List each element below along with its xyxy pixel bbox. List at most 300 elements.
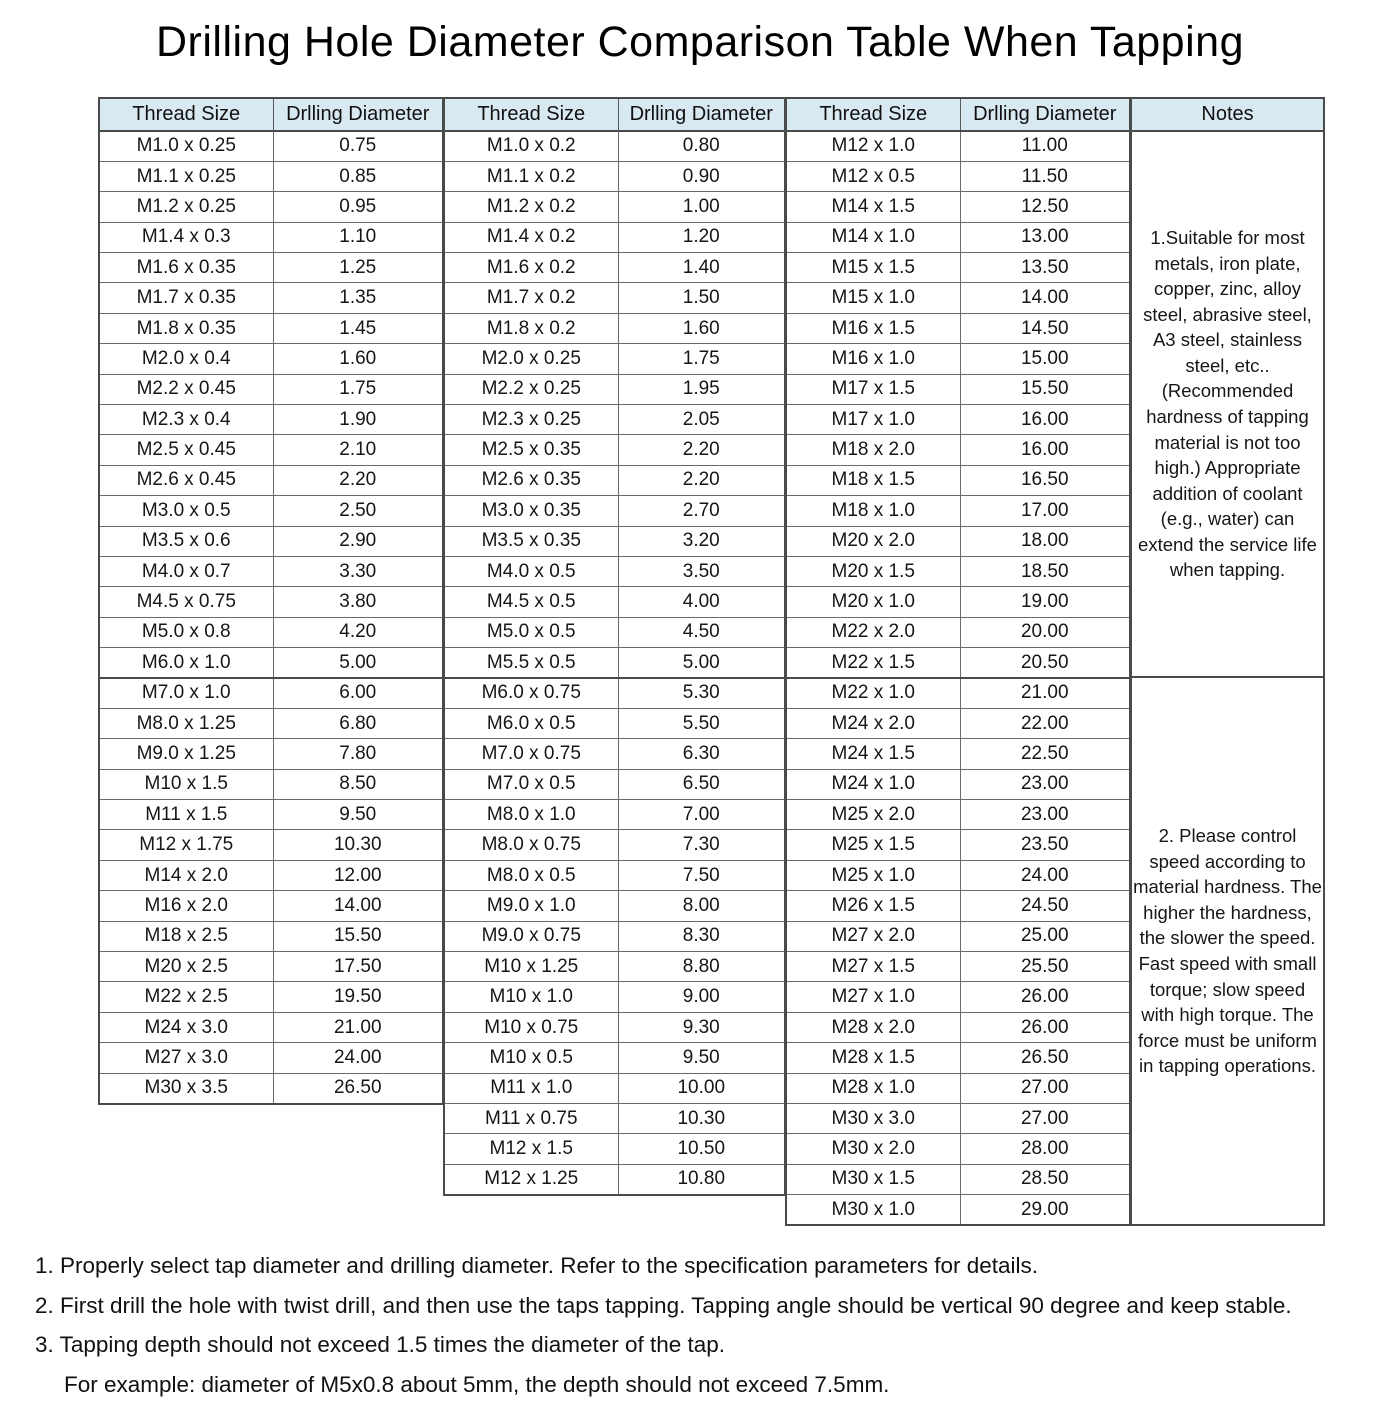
drilling-diameter-cell: 15.50 [960, 374, 1130, 404]
table-row [99, 921, 443, 951]
thread-size-cell: M12 x 1.25 [444, 1164, 618, 1194]
table-row [99, 496, 443, 526]
thread-size-cell: M11 x 1.0 [444, 1073, 618, 1103]
table-row [786, 891, 1130, 921]
drilling-diameter-cell: 1.50 [618, 283, 785, 313]
thread-size-cell: M1.4 x 0.2 [444, 222, 618, 252]
table-row [444, 708, 785, 738]
thread-size-cell: M16 x 1.5 [786, 313, 960, 343]
table-row [444, 1134, 785, 1164]
thread-size-header: Thread Size [444, 98, 618, 131]
table-row [786, 192, 1130, 222]
drilling-diameter-cell: 1.60 [618, 313, 785, 343]
table-row [786, 982, 1130, 1012]
table-row [99, 253, 443, 283]
thread-size-cell: M28 x 1.5 [786, 1043, 960, 1073]
drilling-diameter-cell: 23.00 [960, 800, 1130, 830]
table-row [99, 739, 443, 769]
drilling-diameter-cell: 26.50 [273, 1073, 443, 1103]
table-row [99, 1073, 443, 1103]
thread-size-cell: M17 x 1.5 [786, 374, 960, 404]
drilling-diameter-cell: 24.00 [273, 1043, 443, 1073]
table-row [444, 222, 785, 252]
table-row [99, 374, 443, 404]
thread-size-cell: M28 x 1.0 [786, 1073, 960, 1103]
thread-size-cell: M8.0 x 1.25 [99, 708, 273, 738]
thread-size-cell: M2.2 x 0.25 [444, 374, 618, 404]
drilling-diameter-cell: 15.50 [273, 921, 443, 951]
table-row [99, 465, 443, 495]
thread-size-cell: M24 x 2.0 [786, 708, 960, 738]
table-row [786, 435, 1130, 465]
thread-size-cell: M4.5 x 0.5 [444, 587, 618, 617]
thread-size-cell: M6.0 x 0.75 [444, 678, 618, 708]
table-row [444, 405, 785, 435]
table-row [786, 830, 1130, 860]
drilling-diameter-cell: 23.50 [960, 830, 1130, 860]
thread-size-cell: M24 x 3.0 [99, 1012, 273, 1042]
thread-size-cell: M18 x 1.5 [786, 465, 960, 495]
table-row [786, 952, 1130, 982]
drilling-diameter-cell: 21.00 [273, 1012, 443, 1042]
table-row [786, 283, 1130, 313]
drilling-diameter-cell: 4.50 [618, 617, 785, 647]
footer-line-2: 2. First drill the hole with twist drill, and then use the taps tapping. Tapping angle should be vertical 90 degree and keep stable. [35, 1292, 1292, 1318]
table-row [444, 283, 785, 313]
table-row [786, 465, 1130, 495]
table-row [99, 1043, 443, 1073]
table-row [786, 1104, 1130, 1134]
thread-size-cell: M3.5 x 0.6 [99, 526, 273, 556]
drilling-diameter-cell: 11.00 [960, 131, 1130, 161]
table-row [99, 283, 443, 313]
drilling-diameter-cell: 1.95 [618, 374, 785, 404]
drilling-diameter-cell: 10.80 [618, 1164, 785, 1194]
table-row [99, 556, 443, 586]
thread-size-cell: M5.0 x 0.8 [99, 617, 273, 647]
thread-size-cell: M9.0 x 1.0 [444, 891, 618, 921]
drilling-diameter-cell: 20.00 [960, 617, 1130, 647]
table-row [444, 800, 785, 830]
thread-size-cell: M5.0 x 0.5 [444, 617, 618, 647]
drilling-diameter-header: Drlling Diameter [618, 98, 785, 131]
header-row [786, 98, 1130, 131]
table-row [99, 587, 443, 617]
drilling-diameter-cell: 17.00 [960, 496, 1130, 526]
thread-table-1 [98, 97, 444, 1105]
drilling-diameter-cell: 7.80 [273, 739, 443, 769]
thread-size-cell: M1.0 x 0.25 [99, 131, 273, 161]
drilling-diameter-cell: 22.00 [960, 708, 1130, 738]
table-row [786, 617, 1130, 647]
thread-size-cell: M4.0 x 0.7 [99, 556, 273, 586]
thread-size-cell: M22 x 1.5 [786, 648, 960, 678]
drilling-diameter-cell: 14.00 [273, 891, 443, 921]
drilling-diameter-cell: 23.00 [960, 769, 1130, 799]
thread-table-3 [785, 97, 1131, 1226]
thread-size-cell: M10 x 0.5 [444, 1043, 618, 1073]
drilling-diameter-cell: 9.00 [618, 982, 785, 1012]
drilling-diameter-cell: 6.00 [273, 678, 443, 708]
table-row [786, 1012, 1130, 1042]
drilling-diameter-cell: 18.50 [960, 556, 1130, 586]
thread-size-cell: M11 x 1.5 [99, 800, 273, 830]
thread-size-cell: M12 x 1.75 [99, 830, 273, 860]
table-row [99, 830, 443, 860]
table-row [444, 496, 785, 526]
drilling-diameter-cell: 7.30 [618, 830, 785, 860]
table-row [444, 465, 785, 495]
drilling-diameter-cell: 19.50 [273, 982, 443, 1012]
drilling-diameter-cell: 5.30 [618, 678, 785, 708]
table-row [444, 921, 785, 951]
thread-size-cell: M7.0 x 1.0 [99, 678, 273, 708]
thread-size-header: Thread Size [786, 98, 960, 131]
drilling-diameter-cell: 1.00 [618, 192, 785, 222]
thread-size-cell: M24 x 1.5 [786, 739, 960, 769]
drilling-diameter-cell: 22.50 [960, 739, 1130, 769]
drilling-diameter-cell: 9.30 [618, 1012, 785, 1042]
thread-size-cell: M25 x 1.5 [786, 830, 960, 860]
thread-size-cell: M2.5 x 0.35 [444, 435, 618, 465]
table-row [444, 982, 785, 1012]
table-row [786, 1043, 1130, 1073]
thread-size-cell: M25 x 1.0 [786, 860, 960, 890]
thread-size-cell: M28 x 2.0 [786, 1012, 960, 1042]
table-row [444, 313, 785, 343]
drilling-diameter-cell: 1.60 [273, 344, 443, 374]
thread-size-cell: M3.5 x 0.35 [444, 526, 618, 556]
drilling-diameter-cell: 16.00 [960, 435, 1130, 465]
drilling-diameter-cell: 0.95 [273, 192, 443, 222]
notes-column [1130, 97, 1325, 1226]
table-row [444, 344, 785, 374]
thread-size-cell: M27 x 2.0 [786, 921, 960, 951]
thread-size-cell: M20 x 1.0 [786, 587, 960, 617]
drilling-diameter-cell: 6.80 [273, 708, 443, 738]
thread-size-cell: M15 x 1.5 [786, 253, 960, 283]
thread-size-cell: M2.2 x 0.45 [99, 374, 273, 404]
table-row [444, 374, 785, 404]
thread-size-cell: M7.0 x 0.75 [444, 739, 618, 769]
table-row [444, 648, 785, 678]
table-row [786, 739, 1130, 769]
drilling-diameter-cell: 3.80 [273, 587, 443, 617]
table-row [99, 617, 443, 647]
table-row [786, 800, 1130, 830]
footer-line-4: For example: diameter of M5x0.8 about 5mm, the depth should not exceed 7.5mm. [64, 1371, 890, 1397]
table-row [99, 800, 443, 830]
table-row [444, 587, 785, 617]
drilling-diameter-cell: 18.00 [960, 526, 1130, 556]
table-row [99, 952, 443, 982]
drilling-diameter-cell: 9.50 [273, 800, 443, 830]
table-row [786, 405, 1130, 435]
table-row [99, 891, 443, 921]
table-row [786, 708, 1130, 738]
thread-size-cell: M30 x 3.5 [99, 1073, 273, 1103]
table-row [786, 374, 1130, 404]
drilling-diameter-cell: 2.05 [618, 405, 785, 435]
table-row [444, 161, 785, 191]
thread-size-cell: M14 x 1.0 [786, 222, 960, 252]
thread-size-cell: M4.5 x 0.75 [99, 587, 273, 617]
drilling-diameter-cell: 1.35 [273, 283, 443, 313]
drilling-diameter-cell: 27.00 [960, 1073, 1130, 1103]
drilling-diameter-cell: 2.90 [273, 526, 443, 556]
thread-size-cell: M2.0 x 0.4 [99, 344, 273, 374]
thread-size-cell: M10 x 0.75 [444, 1012, 618, 1042]
table-row [444, 1073, 785, 1103]
table-row [786, 526, 1130, 556]
footer-line-3: 3. Tapping depth should not exceed 1.5 times the diameter of the tap. [35, 1332, 726, 1357]
drilling-diameter-cell: 26.00 [960, 1012, 1130, 1042]
table-row [786, 587, 1130, 617]
thread-size-cell: M1.6 x 0.35 [99, 253, 273, 283]
thread-size-cell: M4.0 x 0.5 [444, 556, 618, 586]
thread-size-cell: M30 x 2.0 [786, 1134, 960, 1164]
table-row [786, 313, 1130, 343]
thread-size-cell: M2.6 x 0.45 [99, 465, 273, 495]
footer-notes [35, 1253, 1292, 1411]
table-row [444, 891, 785, 921]
table-row [444, 192, 785, 222]
table-row [99, 313, 443, 343]
thread-size-cell: M30 x 1.5 [786, 1164, 960, 1194]
drilling-diameter-cell: 8.00 [618, 891, 785, 921]
drilling-diameter-cell: 5.50 [618, 708, 785, 738]
thread-size-cell: M1.7 x 0.2 [444, 283, 618, 313]
table-row [786, 860, 1130, 890]
table-row [99, 769, 443, 799]
thread-size-header: Thread Size [99, 98, 273, 131]
drilling-diameter-cell: 1.45 [273, 313, 443, 343]
drilling-diameter-cell: 3.30 [273, 556, 443, 586]
thread-size-cell: M25 x 2.0 [786, 800, 960, 830]
thread-size-cell: M6.0 x 1.0 [99, 648, 273, 678]
thread-size-cell: M22 x 1.0 [786, 678, 960, 708]
drilling-diameter-cell: 28.00 [960, 1134, 1130, 1164]
table-row [444, 131, 785, 161]
table-row [786, 344, 1130, 374]
thread-size-cell: M2.0 x 0.25 [444, 344, 618, 374]
header-row [99, 98, 443, 131]
note-1: 1.Suitable for most metals, iron plate, copper, zinc, alloy steel, abrasive steel, A3 steel, stainless steel, etc..(Recommended hardness of tapping material is not too high.) Appropriate addition of coolant (e.g., water) can extend the service life when tapping. [1132, 132, 1323, 678]
thread-size-cell: M1.8 x 0.35 [99, 313, 273, 343]
thread-size-cell: M9.0 x 1.25 [99, 739, 273, 769]
table-row [444, 952, 785, 982]
drilling-diameter-cell: 10.50 [618, 1134, 785, 1164]
drilling-diameter-cell: 2.20 [618, 465, 785, 495]
table-row [444, 526, 785, 556]
table-row [786, 131, 1130, 161]
thread-size-cell: M12 x 1.0 [786, 131, 960, 161]
thread-size-cell: M2.6 x 0.35 [444, 465, 618, 495]
thread-size-cell: M2.3 x 0.25 [444, 405, 618, 435]
thread-size-cell: M27 x 3.0 [99, 1043, 273, 1073]
thread-size-cell: M18 x 2.0 [786, 435, 960, 465]
drilling-diameter-cell: 19.00 [960, 587, 1130, 617]
drilling-diameter-cell: 12.00 [273, 860, 443, 890]
drilling-diameter-cell: 13.00 [960, 222, 1130, 252]
drilling-diameter-cell: 11.50 [960, 161, 1130, 191]
table-row [786, 1195, 1130, 1225]
table-row [444, 830, 785, 860]
thread-size-cell: M10 x 1.5 [99, 769, 273, 799]
drilling-diameter-cell: 21.00 [960, 678, 1130, 708]
thread-size-cell: M10 x 1.0 [444, 982, 618, 1012]
thread-size-cell: M1.0 x 0.2 [444, 131, 618, 161]
thread-size-cell: M6.0 x 0.5 [444, 708, 618, 738]
drilling-diameter-cell: 1.90 [273, 405, 443, 435]
table-row [786, 496, 1130, 526]
thread-size-cell: M8.0 x 1.0 [444, 800, 618, 830]
drilling-diameter-cell: 10.30 [273, 830, 443, 860]
table-row [444, 1164, 785, 1194]
drilling-diameter-cell: 2.20 [273, 465, 443, 495]
table-row [444, 769, 785, 799]
drilling-diameter-cell: 14.00 [960, 283, 1130, 313]
drilling-diameter-cell: 15.00 [960, 344, 1130, 374]
thread-size-cell: M20 x 1.5 [786, 556, 960, 586]
table-row [786, 921, 1130, 951]
drilling-diameter-cell: 2.50 [273, 496, 443, 526]
drilling-diameter-cell: 20.50 [960, 648, 1130, 678]
drilling-diameter-cell: 13.50 [960, 253, 1130, 283]
drilling-diameter-cell: 17.50 [273, 952, 443, 982]
table-row [99, 435, 443, 465]
thread-size-cell: M30 x 1.0 [786, 1195, 960, 1225]
drilling-diameter-cell: 4.00 [618, 587, 785, 617]
thread-size-cell: M3.0 x 0.35 [444, 496, 618, 526]
drilling-diameter-header: Drlling Diameter [273, 98, 443, 131]
table-row [786, 678, 1130, 708]
drilling-diameter-cell: 10.30 [618, 1104, 785, 1134]
drilling-diameter-cell: 24.00 [960, 860, 1130, 890]
drilling-diameter-cell: 25.50 [960, 952, 1130, 982]
drilling-diameter-cell: 3.20 [618, 526, 785, 556]
table-row [99, 131, 443, 161]
table-row [99, 161, 443, 191]
drilling-diameter-cell: 12.50 [960, 192, 1130, 222]
table-row [99, 678, 443, 708]
thread-size-cell: M18 x 2.5 [99, 921, 273, 951]
thread-size-cell: M8.0 x 0.75 [444, 830, 618, 860]
table-row [444, 860, 785, 890]
thread-size-cell: M12 x 0.5 [786, 161, 960, 191]
table-row [99, 222, 443, 252]
table-row [444, 1104, 785, 1134]
drilling-diameter-cell: 1.40 [618, 253, 785, 283]
thread-size-cell: M9.0 x 0.75 [444, 921, 618, 951]
thread-size-cell: M14 x 2.0 [99, 860, 273, 890]
table-row [786, 769, 1130, 799]
table-row [99, 405, 443, 435]
drilling-diameter-cell: 9.50 [618, 1043, 785, 1073]
thread-size-cell: M7.0 x 0.5 [444, 769, 618, 799]
drilling-diameter-cell: 7.50 [618, 860, 785, 890]
drilling-diameter-cell: 3.50 [618, 556, 785, 586]
thread-size-cell: M24 x 1.0 [786, 769, 960, 799]
drilling-diameter-cell: 10.00 [618, 1073, 785, 1103]
table-row [99, 526, 443, 556]
thread-size-cell: M1.1 x 0.2 [444, 161, 618, 191]
thread-size-cell: M30 x 3.0 [786, 1104, 960, 1134]
thread-size-cell: M1.1 x 0.25 [99, 161, 273, 191]
drilling-diameter-cell: 29.00 [960, 1195, 1130, 1225]
table-row [99, 982, 443, 1012]
thread-size-cell: M27 x 1.0 [786, 982, 960, 1012]
table-row [786, 1073, 1130, 1103]
table-row [99, 648, 443, 678]
table-row [444, 1043, 785, 1073]
drilling-diameter-cell: 6.50 [618, 769, 785, 799]
drilling-diameter-cell: 2.20 [618, 435, 785, 465]
thread-size-cell: M1.7 x 0.35 [99, 283, 273, 313]
footer-line-1: 1. Properly select tap diameter and drilling diameter. Refer to the specification parameters for details. [35, 1253, 1038, 1278]
drilling-diameter-cell: 5.00 [273, 648, 443, 678]
table-row [444, 678, 785, 708]
drilling-diameter-cell: 8.80 [618, 952, 785, 982]
thread-size-cell: M5.5 x 0.5 [444, 648, 618, 678]
drilling-diameter-cell: 0.85 [273, 161, 443, 191]
drilling-diameter-header: Drlling Diameter [960, 98, 1130, 131]
drilling-diameter-cell: 1.75 [618, 344, 785, 374]
thread-size-cell: M26 x 1.5 [786, 891, 960, 921]
table-row [786, 556, 1130, 586]
thread-size-cell: M27 x 1.5 [786, 952, 960, 982]
table-row [444, 617, 785, 647]
thread-size-cell: M2.5 x 0.45 [99, 435, 273, 465]
table-row [786, 253, 1130, 283]
drilling-diameter-cell: 0.90 [618, 161, 785, 191]
drilling-diameter-cell: 28.50 [960, 1164, 1130, 1194]
table-row [786, 222, 1130, 252]
thread-size-cell: M22 x 2.5 [99, 982, 273, 1012]
thread-size-cell: M11 x 0.75 [444, 1104, 618, 1134]
drilling-diameter-cell: 5.00 [618, 648, 785, 678]
table-row [444, 253, 785, 283]
header-row [444, 98, 785, 131]
drilling-diameter-cell: 1.75 [273, 374, 443, 404]
table-row [786, 1164, 1130, 1194]
table-row [444, 435, 785, 465]
thread-size-cell: M16 x 2.0 [99, 891, 273, 921]
drilling-diameter-cell: 6.30 [618, 739, 785, 769]
drilling-diameter-cell: 2.70 [618, 496, 785, 526]
table-row [99, 860, 443, 890]
thread-size-cell: M14 x 1.5 [786, 192, 960, 222]
thread-size-cell: M1.8 x 0.2 [444, 313, 618, 343]
thread-size-cell: M15 x 1.0 [786, 283, 960, 313]
thread-size-cell: M22 x 2.0 [786, 617, 960, 647]
drilling-diameter-cell: 27.00 [960, 1104, 1130, 1134]
thread-size-cell: M20 x 2.5 [99, 952, 273, 982]
thread-table-2 [443, 97, 786, 1196]
table-row [444, 1012, 785, 1042]
drilling-diameter-cell: 26.50 [960, 1043, 1130, 1073]
drilling-diameter-cell: 14.50 [960, 313, 1130, 343]
drilling-diameter-cell: 0.75 [273, 131, 443, 161]
table-row [786, 648, 1130, 678]
drilling-diameter-cell: 25.00 [960, 921, 1130, 951]
drilling-diameter-cell: 26.00 [960, 982, 1130, 1012]
drilling-diameter-cell: 16.00 [960, 405, 1130, 435]
notes-header: Notes [1132, 99, 1323, 132]
thread-size-cell: M20 x 2.0 [786, 526, 960, 556]
drilling-diameter-cell: 7.00 [618, 800, 785, 830]
drilling-diameter-cell: 8.50 [273, 769, 443, 799]
